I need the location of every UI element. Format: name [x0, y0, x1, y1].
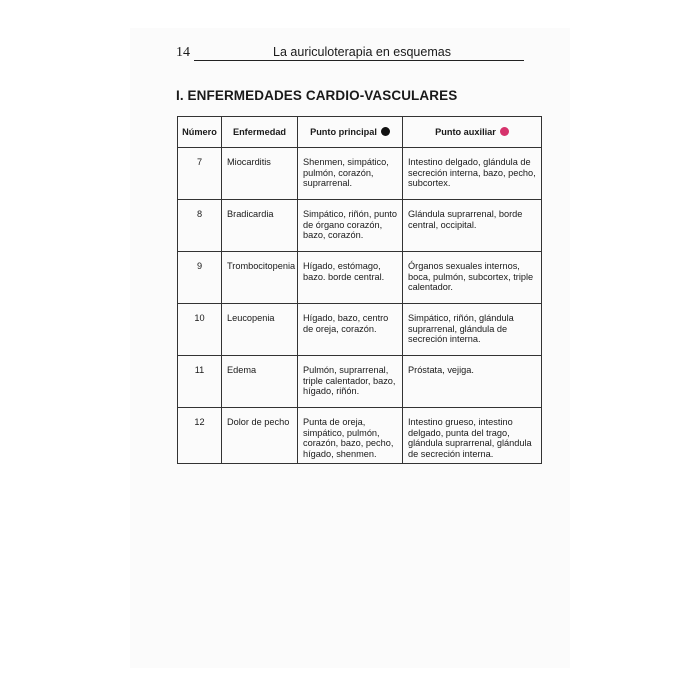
table-header-row — [178, 117, 542, 148]
cell-numero: 9 — [178, 252, 222, 304]
black-dot-icon — [381, 127, 390, 136]
cell-auxiliar: Próstata, vejiga. — [403, 356, 542, 408]
column-header-principal — [298, 117, 403, 148]
page-number: 14 — [176, 45, 190, 60]
cell-enfermedad: Edema — [222, 356, 298, 408]
running-title: La auriculoterapia en esquemas — [273, 45, 451, 59]
column-header-auxiliar-label: Punto auxiliar — [435, 126, 496, 137]
cell-principal: Punta de oreja, simpático, pulmón, corazón, bazo, pecho, hígado, shenmen. — [298, 408, 403, 464]
table-row — [178, 304, 542, 356]
column-header-principal-label: Punto principal — [310, 126, 377, 137]
cell-enfermedad: Trombocitopenia — [222, 252, 298, 304]
cell-auxiliar: Intestino delgado, glándula de secreción interna, bazo, pecho, subcortex. — [403, 148, 542, 200]
cell-principal: Pulmón, suprarrenal, triple calentador, bazo, hígado, riñón. — [298, 356, 403, 408]
cell-numero: 10 — [178, 304, 222, 356]
cell-numero: 12 — [178, 408, 222, 464]
column-header-numero: Número — [178, 117, 222, 148]
table-row — [178, 200, 542, 252]
table-row — [178, 408, 542, 464]
cell-principal: Shenmen, simpático, pulmón, corazón, suprarrenal. — [298, 148, 403, 200]
table-row — [178, 252, 542, 304]
header-rule — [194, 60, 524, 61]
cell-auxiliar: Glándula suprarrenal, borde central, occipital. — [403, 200, 542, 252]
pink-dot-icon — [500, 127, 509, 136]
table-row — [178, 148, 542, 200]
cell-principal: Hígado, estómago, bazo. borde central. — [298, 252, 403, 304]
cell-numero: 7 — [178, 148, 222, 200]
cell-numero: 11 — [178, 356, 222, 408]
cell-auxiliar: Órganos sexuales internos, boca, pulmón, subcortex, triple calentador. — [403, 252, 542, 304]
cell-enfermedad: Bradicardia — [222, 200, 298, 252]
cell-enfermedad: Miocarditis — [222, 148, 298, 200]
cell-enfermedad: Dolor de pecho — [222, 408, 298, 464]
diseases-table — [177, 116, 542, 464]
cell-principal: Simpático, riñón, punto de órgano corazón, bazo, corazón. — [298, 200, 403, 252]
column-header-auxiliar — [403, 117, 542, 148]
cell-auxiliar: Simpático, riñón, glándula suprarrenal, glándula de secreción interna. — [403, 304, 542, 356]
section-title: I. ENFERMEDADES CARDIO-VASCULARES — [176, 88, 458, 103]
column-header-enfermedad: Enfermedad — [222, 117, 298, 148]
page-header — [176, 45, 524, 63]
cell-numero: 8 — [178, 200, 222, 252]
cell-enfermedad: Leucopenia — [222, 304, 298, 356]
table-row — [178, 356, 542, 408]
cell-principal: Hígado, bazo, centro de oreja, corazón. — [298, 304, 403, 356]
cell-auxiliar: Intestino grueso, intestino delgado, punta del trago, glándula suprarrenal, glándula de secreción interna. — [403, 408, 542, 464]
